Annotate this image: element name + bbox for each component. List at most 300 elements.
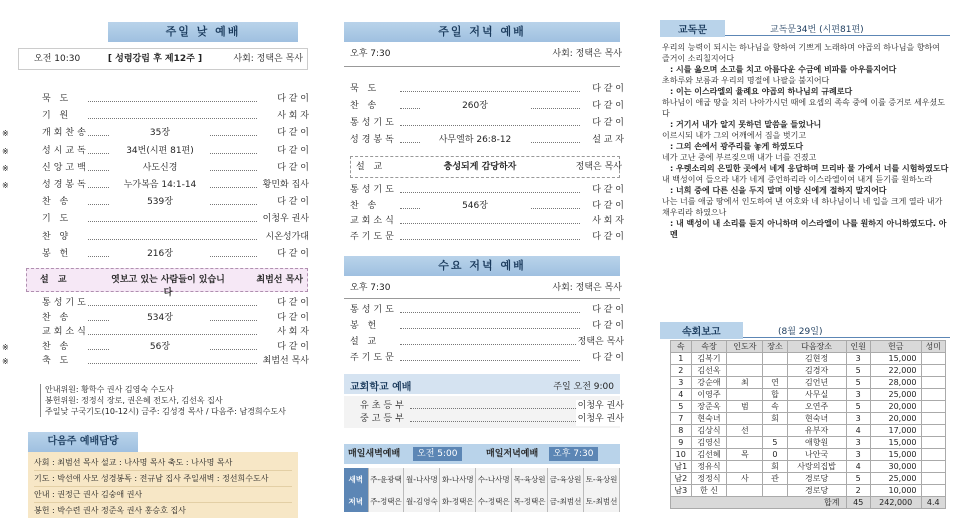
- order-item: [330, 100, 630, 113]
- report-cell: 김선혜: [691, 449, 727, 461]
- sunday-sermon-title: 엿보고 있는 사람들이 있습니다: [111, 275, 225, 298]
- report-cell: 22,000: [870, 365, 921, 377]
- order-person: 다 같 이: [592, 305, 624, 315]
- report-cell: 5: [846, 401, 870, 413]
- order-person: 다 같 이: [592, 200, 624, 211]
- sunday-sermon-row: [0, 274, 315, 298]
- report-cell: 김현정: [787, 353, 846, 365]
- schedule-cell: 수-정택은: [476, 490, 512, 512]
- standing-mark: ※: [2, 181, 9, 190]
- leader-dots: [88, 110, 257, 119]
- wed-presider: 사회: 정택은 목사: [552, 283, 622, 293]
- report-cell: 애향원: [787, 437, 846, 449]
- order-item: [330, 184, 630, 197]
- report-cell: 사: [727, 473, 763, 485]
- order-label: 개회찬송: [42, 128, 89, 139]
- order-label: 교회소식: [42, 327, 89, 337]
- order-person: 설 교 자: [592, 135, 624, 145]
- order-detail: 34번(시편 81편): [110, 145, 210, 158]
- report-cell: 1: [671, 353, 692, 365]
- report-cell: 김언년: [787, 377, 846, 389]
- report-table: [670, 340, 946, 509]
- report-cell: [727, 365, 763, 377]
- note-offering: 봉헌위원: 정정식 장로, 권은혜 전도사, 김선옥 집사: [45, 396, 223, 405]
- order-person: 다 같 이: [277, 312, 309, 323]
- sunday-evening-header: 주일 저녁 예배: [344, 22, 620, 42]
- report-cell: 7: [671, 413, 692, 425]
- leader-dots: [88, 213, 257, 222]
- report-cell: 김경자: [787, 365, 846, 377]
- order-detail: 534장: [110, 312, 210, 325]
- sunday-presider: 사회: 정택은 목사: [233, 54, 303, 64]
- sunday-info-row: [0, 53, 315, 66]
- order-label: 축 도: [42, 356, 72, 366]
- report-cell: [727, 353, 763, 365]
- order-detail: 35장: [110, 127, 210, 140]
- report-cell: 김영신: [691, 437, 727, 449]
- total-label: 합계: [671, 497, 847, 509]
- order-label: 봉 헌: [350, 321, 380, 331]
- order-label: 묵 도: [42, 94, 72, 104]
- order-label: 통성기도: [42, 298, 89, 308]
- total-amount: 242,000: [870, 497, 921, 509]
- order-person: 정택은 목사: [577, 337, 624, 347]
- table-row: [671, 365, 946, 377]
- leader-dots: [400, 184, 580, 193]
- wednesday-header: 수요 저녁 예배: [344, 256, 620, 276]
- order-item: [0, 248, 315, 261]
- order-item: [330, 413, 630, 426]
- table-row: [671, 401, 946, 413]
- report-column-header: 장소: [763, 341, 787, 353]
- sunday-morning-header: 주일 낮 예배: [108, 22, 298, 42]
- leader-dots: [400, 231, 580, 240]
- order-item: [0, 326, 315, 339]
- order-item: [330, 352, 630, 365]
- report-cell: [921, 389, 946, 401]
- report-cell: 3: [671, 377, 692, 389]
- sunday-sermon-label: 설 교: [40, 275, 70, 285]
- report-cell: 관: [763, 473, 787, 485]
- order-detail: 누가복음 14:1-14: [110, 179, 210, 192]
- report-cell: 남3: [671, 485, 692, 497]
- next-week-row-3: 안내 : 권정근 권사 김숭애 권사: [34, 487, 292, 503]
- total-rice: 4.4: [921, 497, 946, 509]
- report-column-header: 인원: [846, 341, 870, 353]
- leader-dots: [88, 297, 257, 306]
- school-header: [344, 374, 620, 394]
- report-cell: 경로당: [787, 473, 846, 485]
- report-cell: [921, 377, 946, 389]
- report-cell: 회: [763, 461, 787, 473]
- order-detail: 260장: [420, 100, 530, 113]
- order-label: 통성기도: [350, 185, 397, 195]
- leader-dots: [400, 304, 580, 313]
- schedule-cell: 주-윤광택: [368, 468, 404, 490]
- reading-response: : 우렛소리의 은밀한 곳에서 네게 응답하며 므리바 물 가에서 너를 시험하였도다: [670, 164, 949, 173]
- order-label: 성경봉독: [42, 180, 89, 190]
- report-date: (8월 29일): [778, 327, 823, 337]
- report-cell: 25,000: [870, 473, 921, 485]
- table-row: [671, 353, 946, 365]
- eve-time: 오후 7:30: [549, 447, 597, 461]
- leader-dots: [410, 400, 580, 409]
- order-item: [0, 179, 315, 192]
- evening-sermon-label: 설 교: [356, 162, 386, 172]
- next-week-box: [28, 452, 298, 518]
- report-cell: 경로당: [787, 485, 846, 497]
- order-person: 다 같 이: [592, 185, 624, 195]
- report-cell: 4: [846, 461, 870, 473]
- total-people: 45: [846, 497, 870, 509]
- leader-dots: [400, 117, 580, 126]
- order-item: [330, 134, 630, 147]
- eve-title: 매일저녁예배: [486, 449, 539, 459]
- report-column-header: 헌금: [870, 341, 921, 353]
- leader-dots: [400, 352, 580, 361]
- order-label: 성경봉독: [350, 135, 397, 145]
- order-item: [330, 304, 630, 317]
- report-cell: 속: [763, 401, 787, 413]
- report-cell: 3: [846, 353, 870, 365]
- report-cell: 4: [846, 425, 870, 437]
- reading-leader: 초하루와 보름과 우리의 명절에 나팔을 불지어다: [662, 76, 830, 85]
- next-week-row-4: 봉헌 : 박수련 권사 정준옥 권사 홍승호 집사: [34, 506, 186, 515]
- table-row: [671, 461, 946, 473]
- reading-response: : 이는 이스라엘의 율례요 야곱의 하나님의 규례로다: [670, 87, 853, 96]
- order-item: [0, 93, 315, 106]
- report-cell: 30,000: [870, 461, 921, 473]
- evening-presider: 사회: 정택은 목사: [552, 49, 622, 59]
- report-cell: [921, 365, 946, 377]
- order-item: [0, 127, 315, 140]
- report-cell: 김복기: [691, 353, 727, 365]
- evening-sermon-title: 충성되게 감당하자: [443, 162, 517, 172]
- order-label: 봉 헌: [42, 248, 72, 259]
- order-item: [0, 110, 315, 123]
- order-label: 성시교독: [42, 145, 89, 156]
- reading-leader: 네가 고난 중에 부르짖으매 내가 너를 건졌고: [662, 153, 817, 162]
- order-label: 주기도문: [350, 353, 397, 363]
- report-cell: [763, 365, 787, 377]
- standing-mark: ※: [2, 146, 9, 156]
- order-label: 찬 송: [42, 197, 72, 208]
- order-person: 다 같 이: [277, 145, 309, 156]
- report-cell: 최: [727, 377, 763, 389]
- schedule-cell: 토-최범선: [584, 490, 620, 512]
- order-label: 설 교: [350, 337, 380, 347]
- report-cell: 이영주: [691, 389, 727, 401]
- order-person: 황민화 집사: [262, 180, 309, 190]
- order-detail: 546장: [420, 200, 530, 213]
- leader-dots: [400, 336, 580, 345]
- order-label: 찬 송: [42, 341, 72, 352]
- reading-response: : 거기서 내가 알지 못하던 말씀을 들었나니: [670, 120, 822, 129]
- schedule-cell: 주-정택은: [368, 490, 404, 512]
- report-cell: 장준옥: [691, 401, 727, 413]
- order-person: 최범선 목사: [262, 356, 309, 366]
- school-time: 주일 오전 9:00: [553, 382, 614, 392]
- order-label: 통성기도: [350, 305, 397, 315]
- report-cell: 강순애: [691, 377, 727, 389]
- order-item: [330, 400, 630, 413]
- reading-response: : 내 백성이 내 소리를 듣지 아니하며 이스라엘이 나를 원하지 아니하였도다. 아멘: [670, 219, 947, 239]
- report-cell: [921, 449, 946, 461]
- report-cell: 9: [671, 437, 692, 449]
- schedule-cell: 목-정택은: [512, 490, 548, 512]
- order-detail: 56장: [110, 341, 210, 354]
- order-label: 찬 송: [42, 312, 72, 323]
- reading-response: : 그의 손에서 광주리를 놓게 하였도다: [670, 142, 804, 151]
- schedule-cell: 금-최범선: [548, 490, 584, 512]
- report-cell: [921, 485, 946, 497]
- order-person: 다 같 이: [277, 341, 309, 352]
- report-cell: 5: [846, 365, 870, 377]
- schedule-cell: 금-육상원: [548, 468, 584, 490]
- leader-dots: [88, 93, 257, 102]
- report-cell: 17,000: [870, 425, 921, 437]
- report-cell: 정유식: [691, 461, 727, 473]
- leader-dots: [88, 231, 257, 240]
- order-detail: 사도신경: [110, 162, 210, 175]
- report-cell: [727, 461, 763, 473]
- dawn-time: 오전 5:00: [413, 447, 461, 461]
- table-row: [671, 413, 946, 425]
- order-item: [330, 83, 630, 96]
- sunday-season: [ 성령강림 후 제12주 ]: [107, 54, 203, 64]
- standing-mark: ※: [2, 129, 9, 139]
- report-cell: 4: [671, 389, 692, 401]
- report-column-header: 다음장소: [787, 341, 846, 353]
- report-column-header: 속: [671, 341, 692, 353]
- school-title: 교회학교 예배: [350, 382, 412, 393]
- order-person: 이청우 권사: [577, 414, 624, 424]
- order-person: 다 같 이: [592, 353, 624, 363]
- report-cell: 3: [846, 449, 870, 461]
- order-label: 유초등부: [360, 401, 407, 411]
- order-person: 다 같 이: [592, 321, 624, 331]
- order-label: 찬 송: [350, 200, 380, 211]
- standing-mark: ※: [2, 342, 9, 352]
- report-cell: 15,000: [870, 353, 921, 365]
- order-label: 주기도문: [350, 231, 397, 242]
- report-cell: 10,000: [870, 485, 921, 497]
- report-cell: 현숙녀: [787, 413, 846, 425]
- leader-dots: [400, 215, 580, 224]
- report-cell: [921, 437, 946, 449]
- report-cell: 3: [846, 413, 870, 425]
- leader-dots: [88, 355, 257, 364]
- sunday-morning-column: [0, 0, 315, 528]
- schedule-cell: 토-육상원: [584, 468, 620, 490]
- report-cell: [763, 485, 787, 497]
- report-cell: 10: [671, 449, 692, 461]
- schedule-cell: 월-김영숙: [404, 490, 440, 512]
- wed-divider: [344, 298, 620, 299]
- order-person: 사 회 자: [277, 111, 309, 122]
- report-cell: [921, 473, 946, 485]
- report-cell: [727, 413, 763, 425]
- order-person: 다 같 이: [592, 118, 624, 128]
- order-label: 통성기도: [350, 118, 397, 128]
- evening-time: 오후 7:30: [350, 49, 391, 59]
- schedule-cell: 화-정택은: [440, 490, 476, 512]
- order-item: [0, 341, 315, 354]
- order-item: [330, 215, 630, 228]
- order-person: 이청우 권사: [262, 214, 309, 225]
- report-cell: 오연주: [787, 401, 846, 413]
- evening-sermon-preacher: 정택은 목사: [575, 162, 622, 172]
- reading-leader: 이르시되 내가 그의 어깨에서 짐을 벗기고: [662, 131, 807, 140]
- dawn-row-header: 새벽: [344, 468, 368, 490]
- order-label: 찬 양: [42, 231, 72, 242]
- report-cell: 28,000: [870, 377, 921, 389]
- table-row: [671, 473, 946, 485]
- leader-dots: [400, 83, 580, 92]
- standing-mark: ※: [2, 163, 9, 173]
- right-column: [650, 0, 960, 528]
- order-item: [0, 231, 315, 244]
- reading-subtitle: 교독문34번 (시편81편): [770, 25, 864, 35]
- report-cell: 5: [846, 473, 870, 485]
- note-prayer: 주일낮 구국기도(10-12시) 금주: 김성경 목사 / 다음주: 남경희수도사: [45, 407, 286, 416]
- report-cell: 5: [846, 377, 870, 389]
- report-cell: [921, 401, 946, 413]
- order-item: [0, 145, 315, 158]
- report-cell: 합: [763, 389, 787, 401]
- report-column-header: 인도자: [727, 341, 763, 353]
- wed-time: 오후 7:30: [350, 283, 391, 293]
- report-cell: 3: [846, 389, 870, 401]
- order-label: 신앙고백: [42, 162, 89, 173]
- report-cell: 김선옥: [691, 365, 727, 377]
- dawn-title: 매일새벽예배: [348, 449, 401, 459]
- table-row: [671, 377, 946, 389]
- report-cell: 남2: [671, 473, 692, 485]
- report-header: [660, 322, 950, 338]
- report-cell: 범: [727, 401, 763, 413]
- report-cell: 나안국: [787, 449, 846, 461]
- table-row: [671, 437, 946, 449]
- note-ushers: 안내위원: 황학수 권사 김영숙 수도사: [45, 385, 174, 394]
- reading-leader: 하나님이 애굽 땅을 치러 나아가시던 때에 요셉의 족속 중에 이를 증거로 세우셨도다: [662, 98, 945, 118]
- report-cell: 2: [846, 485, 870, 497]
- report-cell: 유부자: [787, 425, 846, 437]
- order-detail: 216장: [110, 248, 210, 261]
- report-cell: 목: [727, 449, 763, 461]
- order-person: 다 같 이: [277, 197, 309, 208]
- report-cell: 5: [763, 437, 787, 449]
- evening-column: [330, 0, 630, 528]
- report-cell: 정정식: [691, 473, 727, 485]
- order-detail: 사무엘하 26:8-12: [420, 134, 530, 147]
- report-cell: 한 신: [691, 485, 727, 497]
- report-cell: 15,000: [870, 449, 921, 461]
- daily-header-eve: [482, 444, 620, 464]
- report-cell: [763, 353, 787, 365]
- table-row: [671, 425, 946, 437]
- order-person: 다 같 이: [277, 128, 309, 139]
- evening-divider: [344, 66, 620, 67]
- report-title: 속회보고: [660, 322, 743, 339]
- evening-sermon-row: [330, 161, 630, 174]
- reading-text: [662, 42, 950, 240]
- daily-schedule-table: [344, 468, 620, 512]
- report-cell: 선: [727, 425, 763, 437]
- order-person: 다 같 이: [592, 84, 624, 94]
- order-item: [0, 213, 315, 226]
- report-cell: [921, 353, 946, 365]
- report-cell: 사랑의집밥: [787, 461, 846, 473]
- leader-dots: [410, 413, 580, 422]
- order-person: 다 같 이: [592, 101, 624, 111]
- report-column-header: 성미: [921, 341, 946, 353]
- standing-mark: ※: [2, 357, 9, 366]
- reading-header: [660, 20, 950, 36]
- order-person: 다 같 이: [277, 248, 309, 259]
- report-cell: 8: [671, 425, 692, 437]
- order-person: 다 같 이: [592, 231, 624, 242]
- order-label: 묵 도: [350, 84, 380, 94]
- report-cell: [727, 437, 763, 449]
- table-row: [671, 389, 946, 401]
- report-cell: 2: [671, 365, 692, 377]
- report-cell: 사무실: [787, 389, 846, 401]
- order-person: 사 회 자: [277, 327, 309, 337]
- report-cell: 15,000: [870, 437, 921, 449]
- sunday-notes: [40, 384, 310, 417]
- next-week-header: 다음주 예배담당: [28, 432, 138, 452]
- order-detail: 539장: [110, 196, 210, 209]
- report-cell: 0: [763, 449, 787, 461]
- report-cell: 5: [671, 401, 692, 413]
- eve-row-header: 저녁: [344, 490, 368, 512]
- order-label: 찬 송: [350, 101, 380, 111]
- order-person: 시온성가대: [265, 231, 309, 242]
- report-cell: 현숙녀: [691, 413, 727, 425]
- order-item: [0, 196, 315, 209]
- order-item: [330, 320, 630, 333]
- report-cell: [921, 413, 946, 425]
- reading-leader: 내 백성이여 들으라 내가 네게 증언하리라 이스라엘이여 내게 듣기를 원하노라: [662, 175, 933, 184]
- schedule-cell: 목-육상원: [512, 468, 548, 490]
- reading-response: : 시를 읊으며 소고를 치고 아름다운 수금에 비파를 아우를지어다: [670, 65, 897, 74]
- report-cell: [763, 425, 787, 437]
- leader-dots: [88, 326, 257, 335]
- table-row: [671, 485, 946, 497]
- leader-dots: [400, 320, 580, 329]
- report-cell: 김상식: [691, 425, 727, 437]
- sunday-sermon-preacher: 최범선 목사: [256, 275, 303, 285]
- report-cell: [921, 461, 946, 473]
- order-item: [330, 336, 630, 349]
- schedule-cell: 월-나사명: [404, 468, 440, 490]
- report-cell: 연: [763, 377, 787, 389]
- report-cell: [727, 485, 763, 497]
- order-item: [0, 355, 315, 368]
- order-item: [330, 200, 630, 213]
- sunday-time: 오전 10:30: [34, 54, 81, 64]
- reading-response: : 너희 중에 다른 신을 두지 말며 이방 신에게 절하지 말지어다: [670, 186, 887, 195]
- order-person: 이청우 권사: [577, 401, 624, 411]
- order-label: 기 도: [42, 214, 72, 225]
- report-cell: [727, 389, 763, 401]
- order-person: 사 회 자: [592, 216, 624, 226]
- order-person: 다 같 이: [277, 94, 309, 104]
- report-cell: 회: [763, 413, 787, 425]
- reading-leader: 나는 너를 애굽 땅에서 인도하여 낸 여호와 네 하나님이니 네 입을 크게 열라 내가 채우리라 하였으나: [662, 197, 943, 217]
- schedule-cell: 수-나사명: [476, 468, 512, 490]
